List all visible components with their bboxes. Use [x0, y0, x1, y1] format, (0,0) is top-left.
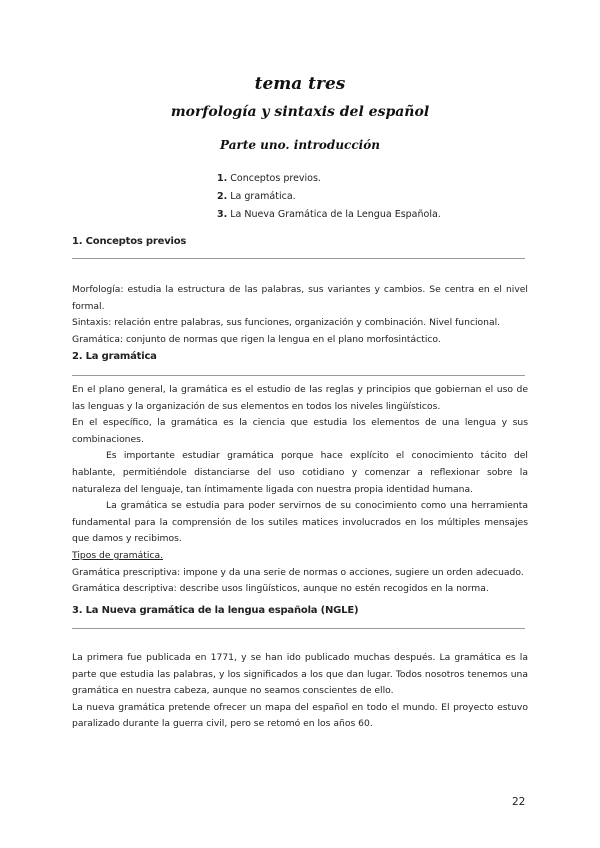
part-heading: Parte uno. introducción: [220, 138, 380, 152]
paragraph: La primera fue publicada en 1771, y se han ido publicado muchas después. La gramática es la parte que estudia las palabras, y los significados a los que dan lugar. Todos nosotros tenemos una gramática en nuestra cabeza, aunque no seamos conscientes de ello.: [72, 652, 528, 697]
paragraph: Es importante estudiar gramática porque hace explícito el conocimiento tácito del hablante, permitiéndole distanciarse del uso cotidiano y comenzar a reflexionar sobre la naturaleza del lenguaje, tan íntimamente ligada con nuestra propia identidad humana.: [72, 450, 528, 495]
section-heading-conceptos-previos: 1. Conceptos previos: [72, 236, 187, 247]
section-divider: [72, 628, 525, 629]
grammar-types-label: Tipos de gramática.: [72, 549, 164, 561]
toc-item-text: La gramática.: [230, 191, 296, 202]
page-title: tema tres: [254, 74, 346, 94]
definition-sintaxis: Sintaxis: relación entre palabras, sus funciones, organización y combinación. Nivel funcional.: [72, 317, 501, 329]
section-divider: [72, 258, 525, 259]
toc-item: [217, 188, 441, 206]
paragraph: En el plano general, la gramática es el estudio de las reglas y principios que gobiernan el uso de las lenguas y la organización de sus elementos en todos los niveles lingüísticos.: [72, 384, 528, 412]
section-body-conceptos-previos: [72, 282, 528, 348]
paragraph: En el específico, la gramática es la ciencia que estudia los elementos de una lengua y sus combinaciones.: [72, 417, 528, 445]
section-body-la-gramatica: [72, 382, 528, 598]
definition-prescriptiva: Gramática prescriptiva: impone y da una serie de normas o acciones, sugiere un orden adecuado.: [72, 566, 524, 578]
page-number: 22: [512, 796, 526, 808]
page-subtitle: morfología y sintaxis del español: [170, 104, 430, 120]
paragraph: La nueva gramática pretende ofrecer un mapa del español en todo el mundo. El proyecto estuvo paralizado durante la guerra civil, pero se retomó en los años 60.: [72, 701, 528, 730]
toc-item: [217, 170, 441, 188]
toc-item-text: Conceptos previos.: [230, 173, 321, 184]
toc-item: [217, 206, 441, 224]
section-divider: [72, 375, 525, 376]
paragraph: La gramática se estudia para poder servirnos de su conocimiento como una herramienta fundamental para la comprensión de los sutiles matices involucrados en los múltiples mensajes que damos y recibimos.: [72, 500, 528, 545]
toc-item-number: 1.: [217, 173, 228, 184]
toc-item-number: 2.: [217, 191, 228, 202]
definition-descriptiva: Gramática descriptiva: describe usos lingüísticos, aunque no estén recogidos en la norma.: [72, 583, 489, 595]
toc-item-text: La Nueva Gramática de la Lengua Española.: [230, 209, 441, 220]
definition-morfologia: Morfología: estudia la estructura de las palabras, sus variantes y cambios. Se centra en el nivel formal.: [72, 284, 528, 312]
section-heading-ngle: 3. La Nueva gramática de la lengua española (NGLE): [72, 605, 359, 616]
table-of-contents: [217, 170, 441, 224]
toc-item-number: 3.: [217, 209, 228, 220]
section-body-ngle: [72, 650, 528, 733]
section-heading-la-gramatica: 2. La gramática: [72, 351, 157, 362]
definition-gramatica: Gramática: conjunto de normas que rigen la lengua en el plano morfosintáctico.: [72, 333, 441, 345]
